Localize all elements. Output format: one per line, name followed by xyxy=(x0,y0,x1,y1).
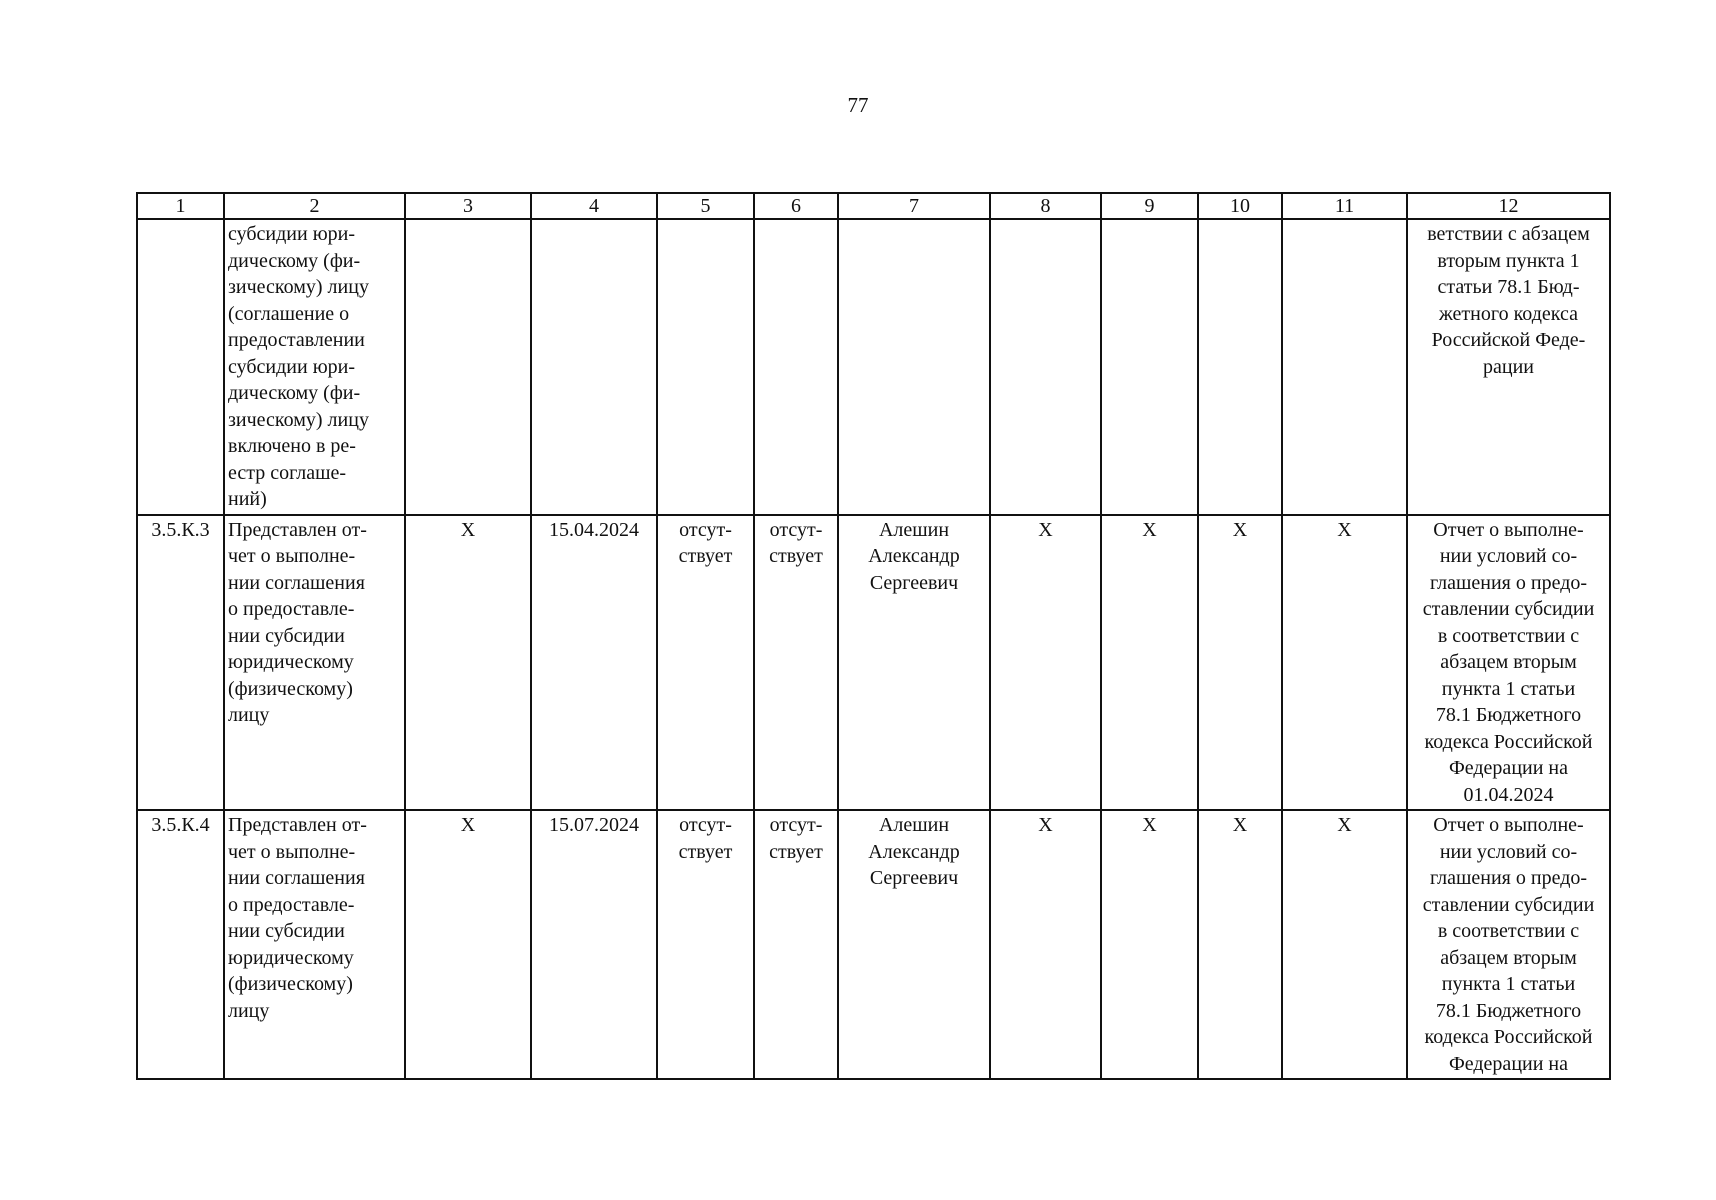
table-row xyxy=(137,219,1610,515)
column-header: 8 xyxy=(990,193,1101,219)
cell-col11: X xyxy=(1282,515,1407,811)
column-header: 9 xyxy=(1101,193,1198,219)
cell-col5: отсут- ствует xyxy=(657,515,754,811)
table-row xyxy=(137,810,1610,1079)
cell-col5: отсут- ствует xyxy=(657,810,754,1079)
cell-col3 xyxy=(405,219,531,515)
cell-col6: отсут- ствует xyxy=(754,810,838,1079)
cell-date: 15.04.2024 xyxy=(531,515,657,811)
row-code xyxy=(137,219,224,515)
cell-col11 xyxy=(1282,219,1407,515)
cell-col6 xyxy=(754,219,838,515)
cell-col8 xyxy=(990,219,1101,515)
column-header: 4 xyxy=(531,193,657,219)
cell-col10: X xyxy=(1198,515,1282,811)
cell-col3: X xyxy=(405,810,531,1079)
column-header: 6 xyxy=(754,193,838,219)
document-note: Отчет о выполне- нии условий со- глашения о предо- ставлении субсидии в соответствии с абзацем вторым пункта 1 статьи 78.1 Бюджетного кодекса Российской Федерации на 01.04.2024 xyxy=(1407,515,1610,811)
control-points-table xyxy=(136,192,1611,1080)
column-header: 7 xyxy=(838,193,990,219)
column-header: 3 xyxy=(405,193,531,219)
cell-col10 xyxy=(1198,219,1282,515)
responsible-person: Алешин Александр Сергеевич xyxy=(838,515,990,811)
cell-col8: X xyxy=(990,810,1101,1079)
cell-col9: X xyxy=(1101,515,1198,811)
responsible-person: Алешин Александр Сергеевич xyxy=(838,810,990,1079)
cell-col6: отсут- ствует xyxy=(754,515,838,811)
cell-date xyxy=(531,219,657,515)
row-code: 3.5.К.4 xyxy=(137,810,224,1079)
cell-col11: X xyxy=(1282,810,1407,1079)
cell-date: 15.07.2024 xyxy=(531,810,657,1079)
event-description: субсидии юри- дическому (фи- зическому) лицу (соглашение о предоставлении субсидии юри- дическому (фи- зическому) лицу включено в ре- естр соглаше- ний) xyxy=(224,219,405,515)
cell-col9: X xyxy=(1101,810,1198,1079)
event-description: Представлен от- чет о выполне- нии соглашения о предоставле- нии субсидии юридическому (физическому) лицу xyxy=(224,810,405,1079)
event-description: Представлен от- чет о выполне- нии соглашения о предоставле- нии субсидии юридическому (физическому) лицу xyxy=(224,515,405,811)
cell-col5 xyxy=(657,219,754,515)
column-header: 12 xyxy=(1407,193,1610,219)
responsible-person xyxy=(838,219,990,515)
column-header: 5 xyxy=(657,193,754,219)
table-header-row xyxy=(137,193,1610,219)
row-code: 3.5.К.3 xyxy=(137,515,224,811)
table-row xyxy=(137,515,1610,811)
document-note: Отчет о выполне- нии условий со- глашения о предо- ставлении субсидии в соответствии с абзацем вторым пункта 1 статьи 78.1 Бюджетного кодекса Российской Федерации на xyxy=(1407,810,1610,1079)
document-note: ветствии с абзацем вторым пункта 1 статьи 78.1 Бюд- жетного кодекса Российской Феде- рации xyxy=(1407,219,1610,515)
column-header: 11 xyxy=(1282,193,1407,219)
page-number: 77 xyxy=(847,93,869,117)
cell-col8: X xyxy=(990,515,1101,811)
cell-col10: X xyxy=(1198,810,1282,1079)
cell-col9 xyxy=(1101,219,1198,515)
cell-col3: X xyxy=(405,515,531,811)
column-header: 10 xyxy=(1198,193,1282,219)
column-header: 2 xyxy=(224,193,405,219)
column-header: 1 xyxy=(137,193,224,219)
